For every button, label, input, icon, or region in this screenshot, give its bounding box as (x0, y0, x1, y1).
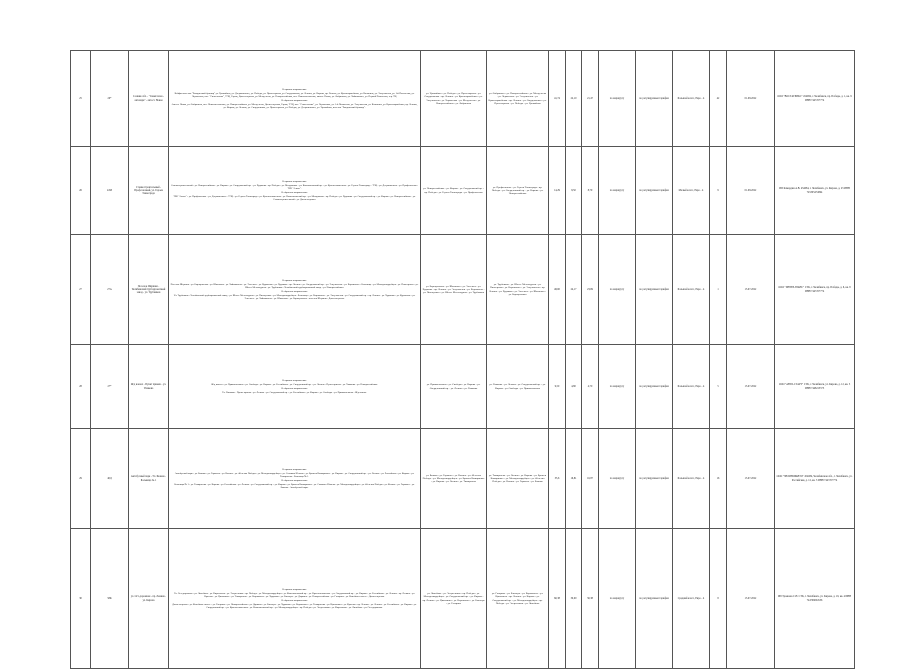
stop-order: по маршруту (599, 51, 636, 147)
streets-forward: ул. Линейная - ул. Энергетиков - пр. Победы - ул. Молодогвардейцев - ул. Свердловский пр. - ул. Кирова - пр. Ленина - ул. Цвиллинга - ул. Воровского - ул. Блюхера - ул. Гагарина (421, 529, 487, 669)
carrier-info: ООО "ВОСТАТРИКС" 454084, г. Челябинск, пр. Победы, д. 1, кв. 9 ИНН 7447257774 (775, 51, 855, 147)
reverse-heading: В обратном направлении: (281, 191, 308, 194)
reverse-path: Автост. Новая, ул. Фабричная, пос. Новосинеглазово, ул. Новороссийская, ул. Менделеева, Диспетчерская, Гараж, ТЭЦ, пос. "Синеглазово", ул. Черкасская, ул. 1-й Пятилетки, ул. Энтузиастов, ул. Калинина, ул. Красноармейская, пр. Ленина, ул. Кирова, ул. Ленина, ул. Свердловская, ул. Пролетарская, ул. Победы, ул. Дзержинского, ул. Урожайная, поселок "Рындинский бульвар". (171, 103, 418, 110)
streets-forward: ул. Урожайная - ул. Победы - ул. Пролетарская - ул. Свердловская - пр. Ленина - ул. Красноармейская - ул. Энтузиастов - ул. Черкасская - ул. Менделеева - ул. Новороссийская - ул. Фабричная (421, 51, 487, 147)
route-number: 20* (91, 51, 129, 147)
length-total: 48,60 (549, 235, 566, 345)
carrier-info: ООО "ИНТЕР-ТРАНС" СТК, г. Челябинск, пр. Победы, д. 6, кв. 8 ИНН 7447257774 (775, 235, 855, 345)
carrier-info: ООО "АВТО-СТАРТ" СТК, г. Челябинск, ул. Кирова, д. 12, кв. 5 ИНН 7448213573 (775, 345, 855, 429)
route-name: Станкостроительный - Профсоюзный, ул. Героев Танкограда (129, 147, 169, 235)
forward-path: Ж/д вокзал - ул. Привокзальная - ул. Свободы - ул. Кирова - ул. Российская - ул. Свердловский пр. - ул. Ленина - Пункт приема - ул. Ушакова - ул. Новороссийская. (211, 382, 378, 386)
streets-reverse: ул. Профсоюзная - ул. Героев Танкограда - пр. Победы - ул. Свердловский пр. - ул. Кирова - ул. Новороссийская (487, 147, 549, 235)
vehicle-count: 8 (710, 529, 727, 669)
route-path (169, 235, 421, 345)
reverse-heading: В обратном направлении: (281, 599, 308, 602)
length-total: 9,50 (549, 345, 566, 429)
reverse-path: Диспетчерская - ул. Копейское шоссе - ул. Гагарина - ул. Новороссийская - ул. Дарвина - ул. Блюхера - ул. Худякова - ул. Воровского - ул. Тимирязева - ул. Цвиллинга - ул. Красная - пр. Ленина - ул. Ленина - ул. Российская - ул. Кирова - ул. Свердловский пр. - ул. Краснознаменная - ул. Комсомольский пр. - ул. Молодогвардейцев - пр. Победы - ул. Энергетиков - ул. Киргизская - ул. Линейная - ул. Ост-дорожная. (172, 603, 417, 610)
route-name: Ж/д вокзал - Пункт приема - ул. Ушакова (129, 345, 169, 429)
start-date: 13.07.2022 (727, 529, 775, 669)
fare-type: по регулируемым тарифам (636, 147, 673, 235)
streets-forward: ул. Бажова - ул. Горького - ул. Котина - ул. 40-летия Победы - ул. Молодогвардейцев - ул. Братьев Кашириных - ул. Кирова - ул. Ленина - ул. Тимирязева (421, 429, 487, 529)
vehicle-class: Большой класс, Евро - 4 (673, 345, 710, 429)
streets-reverse: ул. Ушакова - ул. Ленина - ул. Свердловский пр. - ул. Кирова - ул. Свободы - ул. Привокзальная (487, 345, 549, 429)
stop-order: по маршруту (599, 429, 636, 529)
table-row (71, 529, 855, 669)
fare-type: по регулируемым тарифам (636, 429, 673, 529)
forward-heading: В прямом направлении: (282, 278, 307, 282)
forward-heading: В прямом направлении: (282, 179, 307, 183)
fare-type: по регулируемым тарифам (636, 235, 673, 345)
route-path (169, 51, 421, 147)
vehicle-class: Большой класс, Евро - 4 (673, 235, 710, 345)
length-forward: 24,17 (566, 235, 582, 345)
length-total: 60,38 (549, 529, 566, 669)
fare-type: по регулируемым тарифам (636, 51, 673, 147)
vehicle-count: 42 (710, 51, 727, 147)
row-number: 30 (71, 529, 91, 669)
route-name: ул. Ост-дорожная - пр. Ленина - ул. Кирова (129, 529, 169, 669)
length-reverse: 21,47 (582, 51, 599, 147)
streets-reverse: ул. Фабричная - ул. Новороссийская - ул. Менделеева - ул. Черкасская - ул. Энтузиастов - ул. Красноармейская - пр. Ленина - ул. Свердловская - ул. Пролетарская - ул. Победы - ул. Урожайная (487, 51, 549, 147)
reverse-path: Больница № 1 - ул. Тимирязева - ул. Кирова - ул. Российская - ул. Ленина - ул. Свердловский пр. - ул. Кирова - ул. Братьев Кашириных - ул. Салавата Юлаева - ул. Молодогвардейцев - ул. 40-летия Победы - ул. Котина - ул. Горького - ул. Бажова - Автобусный парк. (174, 483, 415, 490)
forward-heading: В прямом направлении: (282, 467, 307, 471)
reverse-path: Ул. Трубников - Челябинский трубопрокатный завод - ул. Шоссе Металлургов - ул. Пионерская - ул. Молодогвардейцев - Больница - ул. Воровского - ул. Энтузиастов - ул. Свердловский пр. - пр. Ленина - ул. Худякова - ул. Курчатова - ул. Энгельса - ул. Чайковского - ул. Школьная - ул. Барнаульская - поселок Шершни - Диспетчерская. (173, 294, 416, 301)
streets-forward: ул. Барнаульская - ул. Школьная - ул. Энгельса - ул. Худякова - пр. Ленина - ул. Энтузиастов - ул. Воровского - ул. Пионерская - ул. Шоссе Металлургов - ул. Трубников (421, 235, 487, 345)
length-forward: 16,81 (566, 429, 582, 529)
vehicle-count: 9 (710, 147, 727, 235)
streets-forward: ул. Привокзальная - ул. Свободы - ул. Кирова - ул. Свердловский пр. - ул. Ленина - ул. Ушакова (421, 345, 487, 429)
fare-type: по регулируемым тарифам (636, 345, 673, 429)
route-name: Автобусный парк - Ул. Бажова - Больница № 1 (129, 429, 169, 529)
reverse-heading: В обратном направлении: (281, 387, 308, 390)
start-date: 13.07.2022 (727, 235, 775, 345)
carrier-info: ИП Троянова С.Н. СТК, г. Челябинск, ул. Кирова, д. 19, кв. 4 ИНН 744706004536 (775, 529, 855, 669)
reverse-heading: В обратном направлении: (281, 99, 308, 102)
fare-type: по регулируемым тарифам (636, 529, 673, 669)
carrier-info: ООО "ЧЕЛИНОРАВТО" 454084, Челябинская обл., г. Челябинск, ул. Российская, д. 12, кв. 3 ИНН 7447257774 (775, 429, 855, 529)
vehicle-class: Большой класс, Евро - 4 (673, 51, 710, 147)
forward-path: Ул. Ост-дорожная - ул. Линейная - ул. Киргизская - ул. Энергетиков - пр. Победы - ул. Молодогвардейцев - ул. Комсомольский пр. - ул. Краснознаменная - ул. Свердловский пр. - ул. Кирова - ул. Российская - ул. Ленина - пр. Ленина - ул. Красная - ул. Цвиллинга - ул. Тимирязева - ул. Воровского - ул. Худякова - ул. Блюхера - ул. Дарвина - ул. Новороссийская - ул. Гагарина - ул. Копейское шоссе - Диспетчерская. (174, 591, 415, 598)
streets-reverse: ул. Трубников - ул. Шоссе Металлургов - ул. Пионерская - ул. Воровского - ул. Энтузиастов - пр. Ленина - ул. Худякова - ул. Энгельса - ул. Школьная - ул. Барнаульская (487, 235, 549, 345)
route-number: 27A (91, 235, 129, 345)
forward-heading: В прямом направлении: (282, 587, 307, 591)
row-number: 27 (71, 235, 91, 345)
length-total: 14,29 (549, 147, 566, 235)
vehicle-count: 1 (710, 235, 727, 345)
length-reverse: 8,79 (582, 147, 599, 235)
table-row (71, 51, 855, 147)
route-number: 27* (91, 345, 129, 429)
start-date: 13.07.2022 (727, 345, 775, 429)
forward-path: Поселок Шершни - ул. Барнаульская - ул. Школьная - ул. Чайковского - ул. Энгельса - ул. Курчатова - ул. Худякова - пр. Ленина - ул. Свердловский пр. - ул. Энтузиастов - ул. Воровского - Больница - ул. Молодогвардейцев - ул. Пионерская - ул. Шоссе Металлургов - ул. Трубников - Челябинский трубопрокатный завод - ул. Новороссийская. (170, 282, 419, 289)
vehicle-class: Большой класс, Евро - 4 (673, 429, 710, 529)
forward-path: Кейфки поселок "Рындинский бульвар" ул. Урожайная, ул. Дзержинского, ул. Победы, ул. Пролетарская, ул. Свердловская, ул. Ленина, ул. Кирова, пр. Ленина, ул. Красноармейская, ул. Калинина, ул. Энтузиастов, ул. 1-й Пятилетки, ул. Черкасская, пос. "Синеглазово", ТЭЦ, Гараж, Диспетчерская, ул. Менделеева, ул. Новороссийская, пос. Новосинеглазово, автост. Новая, ул. Фабричная, ул. Чайковского, ул. Первой Пятилетки, тер. ТЦ. (174, 91, 415, 98)
length-forward: 8,50 (566, 147, 582, 235)
reverse-heading: В обратном направлении: (281, 479, 308, 482)
reverse-path: Ул. Ушакова - Пункт приема - ул. Ленина - ул. Свердловский пр. - ул. Российская - ул. Кирова - ул. Свободы - ул. Привокзальная - Ж/д вокзал. (222, 391, 367, 395)
route-path (169, 429, 421, 529)
streets-reverse: ул. Тимирязева - ул. Ленина - ул. Кирова - ул. Братьев Кашириных - ул. Молодогвардейцев - ул. 40-летия Победы - ул. Котина - ул. Горького - ул. Бажова (487, 429, 549, 529)
route-number: 22M (91, 147, 129, 235)
table-row (71, 235, 855, 345)
table-row (71, 345, 855, 429)
stop-order: по маршруту (599, 147, 636, 235)
stop-order: по маршруту (599, 235, 636, 345)
route-name: Поселок Шершни - Челябинский трубопрокатный завод - ул. Трубников (129, 235, 169, 345)
length-forward: 4,80 (566, 345, 582, 429)
route-path (169, 345, 421, 429)
vehicle-class: Средний класс, Евро - 4 (673, 529, 710, 669)
reverse-path: ТРК "Алмаз" - ул. Профсоюзная - ул. Дзержинского - ТЭЦ - ул. Героев Танкограда - ул. Краснознаменная - ул. Комсомольский пр. - ул. Молдавская - пр. Победы - ул. Худякова - ул. Свердловский пр. - ул. Кирова - ул. Новороссийская - ул. Станкостроительный - ул. Диспетчерская. (173, 195, 416, 202)
vehicle-count: 5 (710, 345, 727, 429)
streets-reverse: ул. Гагарина - ул. Блюхера - ул. Воровского - ул. Цвиллинга - пр. Ленина - ул. Кирова - ул. Свердловский пр. - ул. Молодогвардейцев - пр. Победы - ул. Энергетиков - ул. Линейная (487, 529, 549, 669)
row-number: 26 (71, 147, 91, 235)
start-date: 13.07.2022 (727, 429, 775, 529)
carrier-info: ИП Камардин А.В. 454084, г. Челябинск, ул. Кирова, д. 23 ИНН 745305474894 (775, 147, 855, 235)
start-date: 01.08.2022 (727, 51, 775, 147)
route-name: Сонник обл. - "Синеглазов - автопарк" - автост. Новая (129, 51, 169, 147)
vehicle-class: Малый класс, Евро - 4 (673, 147, 710, 235)
length-reverse: 23,69 (582, 235, 599, 345)
row-number: 29 (71, 429, 91, 529)
row-number: 28 (71, 345, 91, 429)
route-number: 58К (91, 529, 129, 669)
reverse-heading: В обратном направлении: (281, 290, 308, 293)
table-row (71, 429, 855, 529)
length-reverse: 16,87 (582, 429, 599, 529)
length-forward: 30,00 (566, 529, 582, 669)
streets-forward: ул. Новороссийская - ул. Кирова - ул. Свердловский пр. - пр. Победы - ул. Героев Танкограда - ул. Профсоюзная (421, 147, 487, 235)
route-path (169, 147, 421, 235)
length-total: 41,74 (549, 51, 566, 147)
length-reverse: 4,70 (582, 345, 599, 429)
start-date: 01.08.2022 (727, 147, 775, 235)
route-register-table (70, 50, 855, 669)
length-total: 33,6 (549, 429, 566, 529)
length-reverse: 30,38 (582, 529, 599, 669)
row-number: 25 (71, 51, 91, 147)
length-forward: 22,10 (566, 51, 582, 147)
forward-path: Автобусный парк - ул. Бажова - ул. Горького - ул. Котина - ул. 40-летия Победы - ул. Молодогвардейцев - ул. Салавата Юлаева - ул. Братьев Кашириных - ул. Кирова - ул. Свердловский пр. - ул. Ленина - ул. Российская - ул. Кирова - ул. Тимирязева - Больница № 1. (174, 471, 415, 478)
stop-order: по маршруту (599, 345, 636, 429)
forward-path: Станкостроительный - ул. Новороссийская - ул. Кирова - ул. Свердловский пр. - ул. Худякова - пр. Победы - ул. Молдавская - ул. Комсомольский пр. - ул. Краснознаменная - ул. Героев Танкограда - ТЭЦ - ул. Дзержинского - ул. Профсоюзная - ТРК "Алмаз". (170, 183, 419, 190)
stop-order: по маршруту (599, 529, 636, 669)
table-row (71, 147, 855, 235)
route-number: 40Д (91, 429, 129, 529)
route-path (169, 529, 421, 669)
forward-heading: В прямом направлении: (282, 87, 307, 91)
forward-heading: В прямом направлении: (282, 378, 307, 382)
vehicle-count: 16 (710, 429, 727, 529)
